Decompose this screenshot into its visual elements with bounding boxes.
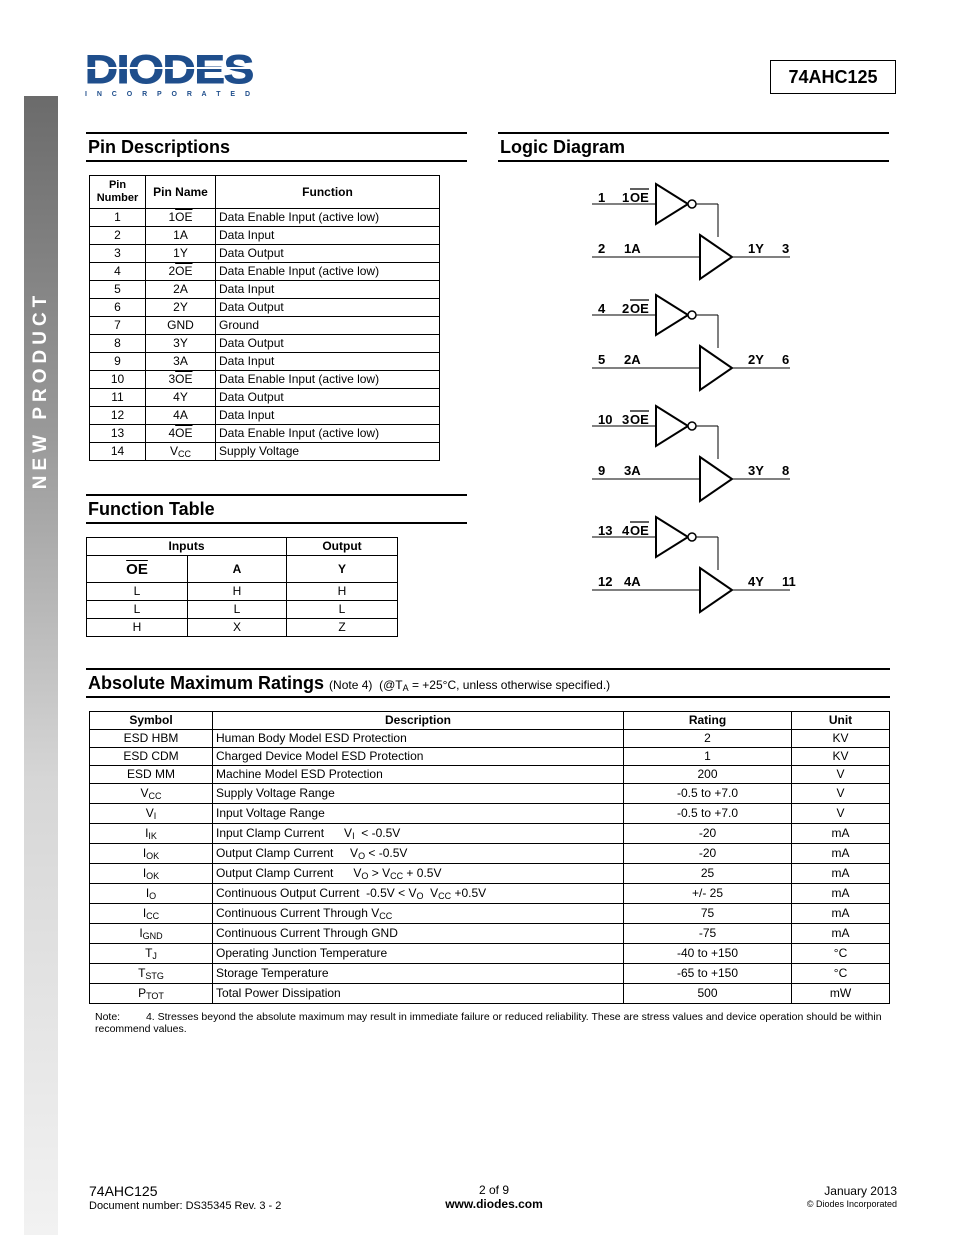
unit-cell: mA [792, 824, 890, 844]
pin-name: $4\overline{OE}$ [146, 425, 216, 443]
pin-name: 2A [146, 281, 216, 299]
a-pin-number: 9 [598, 463, 606, 478]
pin-name: $1\overline{OE}$ [146, 209, 216, 227]
table-row [90, 209, 440, 227]
table-row [90, 824, 890, 844]
rating-cell: -75 [624, 924, 792, 944]
y-pin-number: 11 [782, 574, 796, 589]
footer-part: 74AHC125 [89, 1183, 158, 1199]
pin-name: 1A [146, 227, 216, 245]
col-a: A [188, 556, 287, 583]
y-pin-label: 1Y [748, 241, 764, 256]
sidebar-label: NEW PRODUCT [30, 290, 51, 490]
pin-number: 14 [90, 443, 146, 461]
description-cell: Supply Voltage Range [213, 784, 624, 804]
symbol-cell: $I_{OK}$ [90, 864, 213, 884]
table-row [90, 281, 440, 299]
table-row [90, 784, 890, 804]
description-cell: Charged Device Model ESD Protection [213, 748, 624, 766]
logic-diagram-title: Logic Diagram [498, 132, 889, 162]
function-cell: X [188, 619, 287, 637]
pin-name: $V_{CC}$ [146, 443, 216, 461]
y-pin-label: 3Y [748, 463, 764, 478]
pin-function: Data Enable Input (active low) [216, 263, 440, 281]
a-pin-number: 12 [598, 574, 613, 589]
table-row [90, 984, 890, 1004]
y-pin-label: 2Y [748, 352, 764, 367]
pin-number: 7 [90, 317, 146, 335]
abs-max-title: Absolute Maximum Ratings (Note 4) ($@T_A = +25^\circ C$, unless otherwise specified.) [86, 668, 890, 698]
logic-diagram [590, 175, 810, 630]
unit-cell: V [792, 784, 890, 804]
pin-function: Data Input [216, 353, 440, 371]
rating-cell: 500 [624, 984, 792, 1004]
buffer-symbol [700, 457, 732, 501]
rating-cell: -20 [624, 824, 792, 844]
col-oe: $\overline{OE}$ [87, 556, 188, 583]
rating-cell: 200 [624, 766, 792, 784]
symbol-cell: $I_O$ [90, 884, 213, 904]
oe-pin-label: OE [630, 412, 649, 427]
symbol-cell: $I_{GND}$ [90, 924, 213, 944]
description-cell: Output Clamp Current $V_O > V_{CC} + 0.5V$ [213, 864, 624, 884]
y-pin-number: 6 [782, 352, 790, 367]
unit-cell: V [792, 766, 890, 784]
pin-function: Data Enable Input (active low) [216, 209, 440, 227]
col-description: Description [213, 712, 624, 730]
oe-pin-number: 10 [598, 412, 613, 427]
pin-descriptions-title: Pin Descriptions [86, 132, 467, 162]
table-row [90, 443, 440, 461]
table-row [90, 407, 440, 425]
symbol-cell: $T_{STG}$ [90, 964, 213, 984]
function-cell: L [87, 601, 188, 619]
pin-function: Data Output [216, 389, 440, 407]
unit-cell: mA [792, 884, 890, 904]
table-row [90, 924, 890, 944]
table-row [90, 766, 890, 784]
table-row [87, 619, 398, 637]
pin-name: $2\overline{OE}$ [146, 263, 216, 281]
pin-number: 8 [90, 335, 146, 353]
table-row [90, 245, 440, 263]
a-pin-number: 5 [598, 352, 606, 367]
inverter-bubble [688, 311, 696, 319]
description-cell: Human Body Model ESD Protection [213, 730, 624, 748]
buffer-symbol [700, 235, 732, 279]
inverter-bubble [688, 533, 696, 541]
table-row [90, 944, 890, 964]
rating-cell: +/- 25 [624, 884, 792, 904]
table-row [87, 601, 398, 619]
function-cell: L [87, 583, 188, 601]
table-row [90, 730, 890, 748]
function-cell: L [188, 601, 287, 619]
oe-pin-label: OE [630, 523, 649, 538]
oe-pin-label: OE [630, 301, 649, 316]
pin-function: Data Input [216, 407, 440, 425]
pin-name: 2Y [146, 299, 216, 317]
table-row [90, 748, 890, 766]
symbol-cell: $I_{CC}$ [90, 904, 213, 924]
pin-number: 3 [90, 245, 146, 263]
table-row [90, 425, 440, 443]
rating-cell: 25 [624, 864, 792, 884]
table-row [90, 389, 440, 407]
function-cell: H [87, 619, 188, 637]
pin-name: $3\overline{OE}$ [146, 371, 216, 389]
unit-cell: °C [792, 944, 890, 964]
inverter-bubble [688, 422, 696, 430]
note-4: Note: 4. Stresses beyond the absolute maximum may result in immediate failure or reduced reliability. These are stress values and device operation should be within recommend values. [95, 1011, 882, 1035]
symbol-cell: $T_J$ [90, 944, 213, 964]
description-cell: Input Clamp Current $V_I < -0.5V$ [213, 824, 624, 844]
symbol-cell: $I_{OK}$ [90, 844, 213, 864]
table-row [87, 583, 398, 601]
part-number-box: 74AHC125 [770, 60, 896, 94]
pin-number: 2 [90, 227, 146, 245]
table-row [90, 371, 440, 389]
symbol-cell: $I_{IK}$ [90, 824, 213, 844]
description-cell: Operating Junction Temperature [213, 944, 624, 964]
a-pin-number: 2 [598, 241, 606, 256]
function-cell: L [287, 601, 398, 619]
pin-number: 13 [90, 425, 146, 443]
inverter-symbol [656, 184, 688, 224]
oe-pin-label: OE [630, 190, 649, 205]
unit-cell: °C [792, 964, 890, 984]
rating-cell: -0.5 to +7.0 [624, 784, 792, 804]
description-cell: Continuous Current Through $V_{CC}$ [213, 904, 624, 924]
description-cell: Continuous Output Current $-0.5V < V_O$ $V_{CC} +0.5V$ [213, 884, 624, 904]
description-cell: Input Voltage Range [213, 804, 624, 824]
output-header: Output [287, 538, 398, 556]
footer-doc-number: Document number: DS35345 Rev. 3 - 2 [89, 1200, 282, 1212]
symbol-cell: $V_{CC}$ [90, 784, 213, 804]
function-table [86, 537, 398, 637]
function-cell: H [287, 583, 398, 601]
abs-max-table [89, 711, 890, 1004]
description-cell: Continuous Current Through GND [213, 924, 624, 944]
col-pin-name: Pin Name [146, 176, 216, 209]
pin-function: Data Output [216, 245, 440, 263]
table-row [90, 227, 440, 245]
pin-function: Ground [216, 317, 440, 335]
pin-descriptions-table [89, 175, 440, 461]
table-row [90, 864, 890, 884]
unit-cell: KV [792, 730, 890, 748]
y-pin-label: 4Y [748, 574, 764, 589]
sidebar-bar [24, 96, 58, 1235]
col-symbol: Symbol [90, 712, 213, 730]
inverter-symbol [656, 406, 688, 446]
pin-number: 4 [90, 263, 146, 281]
y-pin-number: 8 [782, 463, 790, 478]
col-function: Function [216, 176, 440, 209]
table-row [90, 299, 440, 317]
function-cell: H [188, 583, 287, 601]
pin-number: 6 [90, 299, 146, 317]
a-pin-label: 4A [624, 574, 641, 589]
pin-function: Data Output [216, 335, 440, 353]
rating-cell: 75 [624, 904, 792, 924]
pin-number: 9 [90, 353, 146, 371]
description-cell: Total Power Dissipation [213, 984, 624, 1004]
oe-pin-label: 3 [622, 412, 630, 427]
pin-name: 1Y [146, 245, 216, 263]
buffer-symbol [700, 568, 732, 612]
pin-function: Supply Voltage [216, 443, 440, 461]
pin-number: 5 [90, 281, 146, 299]
inverter-symbol [656, 295, 688, 335]
oe-pin-number: 1 [598, 190, 606, 205]
a-pin-label: 1A [624, 241, 641, 256]
symbol-cell: ESD MM [90, 766, 213, 784]
table-row [90, 335, 440, 353]
pin-number: 10 [90, 371, 146, 389]
rating-cell: -40 to +150 [624, 944, 792, 964]
rating-cell: 2 [624, 730, 792, 748]
pin-function: Data Output [216, 299, 440, 317]
footer-copyright: © Diodes Incorporated [806, 1199, 897, 1209]
diodes-logo [85, 50, 265, 105]
table-row [90, 844, 890, 864]
symbol-cell: $P_{TOT}$ [90, 984, 213, 1004]
table-row [90, 353, 440, 371]
description-cell: Storage Temperature [213, 964, 624, 984]
table-row [90, 317, 440, 335]
unit-cell: mA [792, 904, 890, 924]
oe-pin-label: 2 [622, 301, 630, 316]
inputs-header: Inputs [87, 538, 287, 556]
a-pin-label: 2A [624, 352, 641, 367]
description-cell: Machine Model ESD Protection [213, 766, 624, 784]
table-row [90, 964, 890, 984]
y-pin-number: 3 [782, 241, 790, 256]
footer-website[interactable]: www.diodes.com [445, 1197, 543, 1211]
col-y: Y [287, 556, 398, 583]
oe-pin-label: 4 [622, 523, 630, 538]
unit-cell: mA [792, 864, 890, 884]
function-cell: Z [287, 619, 398, 637]
description-cell: Output Clamp Current $V_O < -0.5V$ [213, 844, 624, 864]
rating-cell: -0.5 to +7.0 [624, 804, 792, 824]
pin-function: Data Input [216, 281, 440, 299]
unit-cell: mW [792, 984, 890, 1004]
unit-cell: V [792, 804, 890, 824]
symbol-cell: ESD CDM [90, 748, 213, 766]
buffer-symbol [700, 346, 732, 390]
unit-cell: mA [792, 924, 890, 944]
rating-cell: -65 to +150 [624, 964, 792, 984]
a-pin-label: 3A [624, 463, 641, 478]
unit-cell: mA [792, 844, 890, 864]
col-pin-number: Pin Number [90, 176, 146, 209]
svg-text:DIODES: DIODES [85, 50, 254, 92]
pin-name: 3Y [146, 335, 216, 353]
table-row [90, 804, 890, 824]
pin-number: 1 [90, 209, 146, 227]
svg-text:I N C O R P O R A T E D: I N C O R P O R A T E D [85, 91, 250, 98]
inverter-bubble [688, 200, 696, 208]
table-row [90, 904, 890, 924]
symbol-cell: $V_I$ [90, 804, 213, 824]
rating-cell: 1 [624, 748, 792, 766]
oe-pin-number: 13 [598, 523, 613, 538]
pin-name: 4A [146, 407, 216, 425]
pin-function: Data Input [216, 227, 440, 245]
pin-name: 4Y [146, 389, 216, 407]
pin-function: Data Enable Input (active low) [216, 425, 440, 443]
col-rating: Rating [624, 712, 792, 730]
table-row [90, 884, 890, 904]
pin-function: Data Enable Input (active low) [216, 371, 440, 389]
pin-number: 11 [90, 389, 146, 407]
footer-page: 2 of 9 [478, 1183, 510, 1197]
symbol-cell: ESD HBM [90, 730, 213, 748]
table-row [90, 263, 440, 281]
pin-name: GND [146, 317, 216, 335]
inverter-symbol [656, 517, 688, 557]
unit-cell: KV [792, 748, 890, 766]
pin-number: 12 [90, 407, 146, 425]
footer-date: January 2013 [824, 1184, 897, 1198]
function-table-title: Function Table [86, 494, 467, 524]
pin-name: 3A [146, 353, 216, 371]
rating-cell: -20 [624, 844, 792, 864]
col-unit: Unit [792, 712, 890, 730]
oe-pin-number: 4 [598, 301, 606, 316]
oe-pin-label: 1 [622, 190, 630, 205]
